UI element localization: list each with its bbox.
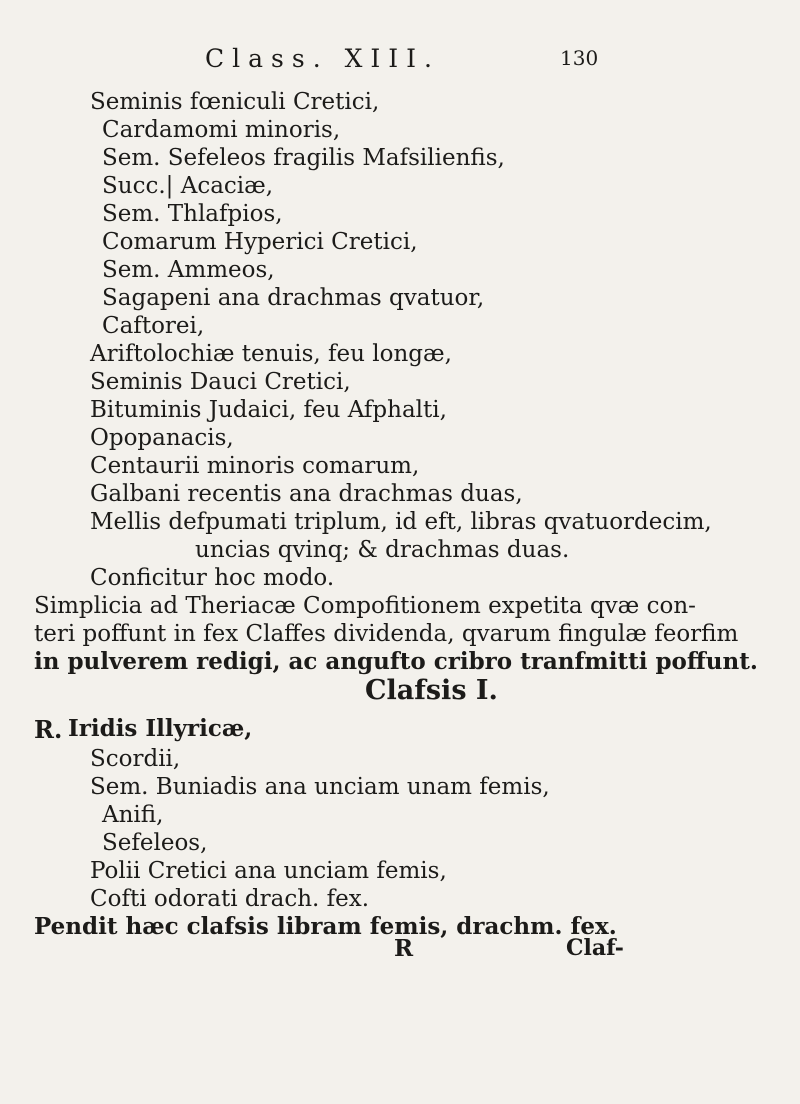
- text-line: Sagapeni ana drachmas qvatuor,: [102, 285, 485, 311]
- running-head: Class. XIII.: [205, 44, 440, 73]
- text-line: Mellis defpumati triplum, id eft, libras qvatuordecim,: [90, 509, 712, 535]
- text-line: Centaurii minoris comarum,: [90, 453, 420, 479]
- text-line: Seminis fœniculi Cretici,: [90, 89, 380, 115]
- catchword-recipe-symbol: R: [394, 935, 414, 962]
- text-line: Sefeleos,: [102, 830, 208, 856]
- catchword: Claf-: [566, 935, 624, 961]
- page-header: [0, 44, 800, 84]
- text-line: Comarum Hyperici Cretici,: [102, 229, 418, 255]
- text-line: Succ.| Acaciæ,: [102, 173, 274, 199]
- page-number: 130: [560, 46, 599, 70]
- text-line: Bituminis Judaici, feu Afphalti,: [90, 397, 447, 423]
- text-line: Sem. Thlafpios,: [102, 201, 283, 227]
- text-line: teri poffunt in fex Claffes dividenda, qvarum fingulæ feorfim: [34, 621, 739, 647]
- text-line: Pendit hæc clafsis libram femis, drachm. fex.: [34, 913, 617, 940]
- text-line: Iridis Illyricæ,: [68, 715, 253, 742]
- text-line: Sem. Sefeleos fragilis Mafsilienfis,: [102, 145, 505, 171]
- text-line: in pulverem redigi, ac angufto cribro tranfmitti poffunt.: [34, 648, 758, 675]
- text-line: Anifi,: [102, 802, 164, 828]
- text-line: Caftorei,: [102, 313, 205, 339]
- text-line: Ariftolochiæ tenuis, feu longæ,: [90, 341, 452, 367]
- text-line: Cofti odorati drach. fex.: [90, 886, 370, 912]
- text-line: Sem. Ammeos,: [102, 257, 275, 283]
- recipe-symbol: R.: [34, 715, 63, 744]
- text-line: Seminis Dauci Cretici,: [90, 369, 351, 395]
- text-line: Opopanacis,: [90, 425, 234, 451]
- text-line: Scordii,: [90, 746, 181, 772]
- text-line: Simplicia ad Theriacæ Compofitionem expetita qvæ con-: [34, 593, 696, 619]
- text-line: uncias qvinq; & drachmas duas.: [195, 537, 570, 563]
- text-line: Conficitur hoc modo.: [90, 565, 335, 591]
- text-line: Polii Cretici ana unciam femis,: [90, 858, 447, 884]
- text-line: Cardamomi minoris,: [102, 117, 341, 143]
- text-line: Galbani recentis ana drachmas duas,: [90, 481, 523, 507]
- section-heading: Clafsis I.: [365, 675, 498, 706]
- text-line: Sem. Buniadis ana unciam unam femis,: [90, 774, 550, 800]
